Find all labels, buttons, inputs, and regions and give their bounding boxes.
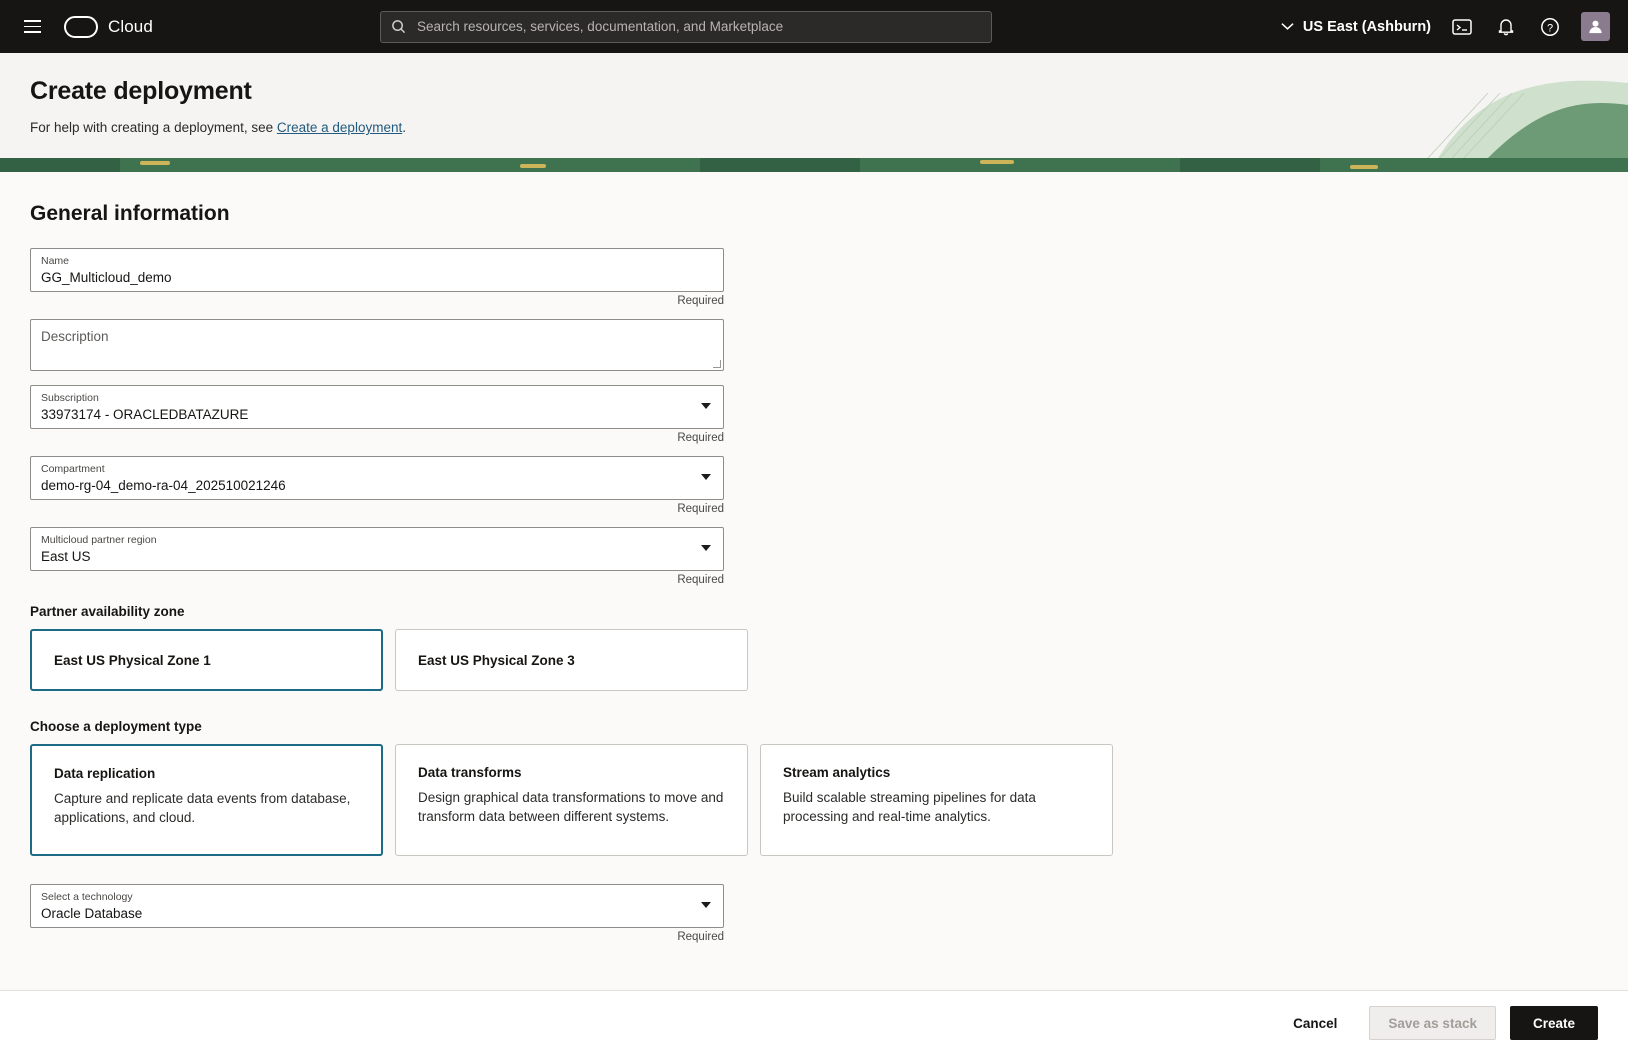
name-field[interactable] bbox=[30, 248, 724, 292]
deployment-type-description: Build scalable streaming pipelines for data processing and real-time analytics. bbox=[783, 790, 1036, 824]
resize-handle-icon[interactable] bbox=[713, 360, 721, 368]
deployment-type-title: Data transforms bbox=[418, 765, 522, 780]
zone-option-east-us-physical-zone-3[interactable] bbox=[395, 629, 748, 691]
global-search[interactable] bbox=[380, 11, 992, 43]
compartment-value: demo-rg-04_demo-ra-04_202510021246 bbox=[41, 478, 286, 493]
description-placeholder: Description bbox=[41, 329, 109, 344]
technology-required-text: Required bbox=[677, 931, 724, 943]
profile-avatar[interactable] bbox=[1581, 12, 1610, 41]
deployment-type-options bbox=[30, 744, 1598, 856]
zone-option-label: East US Physical Zone 1 bbox=[54, 652, 211, 668]
save-as-stack-button[interactable]: Save as stack bbox=[1369, 1006, 1496, 1040]
chevron-down-icon[interactable] bbox=[701, 902, 711, 908]
brand-label: Cloud bbox=[108, 16, 153, 36]
page-title: Create deployment bbox=[30, 77, 252, 105]
page-help-text bbox=[30, 120, 1598, 135]
technology-select[interactable] bbox=[30, 884, 724, 928]
zone-option-label: East US Physical Zone 3 bbox=[418, 652, 575, 668]
multicloud-region-required-text: Required bbox=[677, 574, 724, 586]
chevron-down-icon[interactable] bbox=[701, 474, 711, 480]
cancel-button[interactable]: Cancel bbox=[1275, 1006, 1355, 1040]
deployment-type-description: Design graphical data transformations to move and transform data between different systems. bbox=[418, 790, 724, 824]
subscription-required-text: Required bbox=[677, 432, 724, 444]
description-field[interactable] bbox=[30, 319, 724, 371]
search-icon bbox=[391, 19, 406, 34]
deployment-type-title: Data replication bbox=[54, 766, 156, 781]
banner-strip bbox=[0, 158, 1628, 172]
name-required-text: Required bbox=[677, 295, 724, 307]
compartment-required-text: Required bbox=[677, 503, 724, 515]
create-button[interactable]: Create bbox=[1510, 1006, 1598, 1040]
brand[interactable] bbox=[64, 16, 153, 38]
notifications-icon[interactable] bbox=[1493, 14, 1519, 40]
deployment-type-title: Stream analytics bbox=[783, 765, 891, 780]
technology-value: Oracle Database bbox=[41, 906, 143, 921]
svg-text:?: ? bbox=[1546, 22, 1554, 34]
multicloud-partner-region-select[interactable] bbox=[30, 527, 724, 571]
general-information-title: General information bbox=[30, 202, 230, 225]
top-navigation-bar bbox=[0, 0, 1628, 53]
technology-label: Select a technology bbox=[41, 891, 133, 903]
help-icon[interactable] bbox=[1537, 14, 1563, 40]
partner-availability-zone-options bbox=[30, 629, 1598, 691]
help-prefix: For help with creating a deployment, see bbox=[30, 120, 277, 135]
search-input[interactable] bbox=[415, 18, 981, 35]
chevron-down-icon bbox=[1281, 22, 1294, 31]
chevron-down-icon[interactable] bbox=[701, 545, 711, 551]
deployment-type-data-replication[interactable] bbox=[30, 744, 383, 856]
compartment-label: Compartment bbox=[41, 463, 105, 475]
zone-option-east-us-physical-zone-1[interactable] bbox=[30, 629, 383, 691]
deployment-type-stream-analytics[interactable] bbox=[760, 744, 1113, 856]
multicloud-region-value: East US bbox=[41, 549, 91, 564]
page-header bbox=[0, 53, 1628, 158]
cloud-shell-icon[interactable] bbox=[1449, 14, 1475, 40]
main-content bbox=[0, 172, 1628, 1017]
region-selector[interactable] bbox=[1281, 19, 1431, 35]
subscription-label: Subscription bbox=[41, 392, 99, 404]
compartment-select[interactable] bbox=[30, 456, 724, 500]
deployment-type-data-transforms[interactable] bbox=[395, 744, 748, 856]
deployment-type-description: Capture and replicate data events from database, applications, and cloud. bbox=[54, 791, 351, 825]
deployment-type-label: Choose a deployment type bbox=[30, 719, 202, 734]
chevron-down-icon[interactable] bbox=[701, 403, 711, 409]
action-footer bbox=[0, 990, 1628, 1055]
help-suffix: . bbox=[402, 120, 406, 135]
subscription-select[interactable] bbox=[30, 385, 724, 429]
partner-availability-zone-label: Partner availability zone bbox=[30, 604, 185, 619]
create-a-deployment-link[interactable]: Create a deployment bbox=[276, 120, 403, 135]
name-value: GG_Multicloud_demo bbox=[41, 270, 172, 285]
hamburger-menu-icon[interactable] bbox=[16, 11, 48, 43]
multicloud-region-label: Multicloud partner region bbox=[41, 534, 157, 546]
subscription-value: 33973174 - ORACLEDBATAZURE bbox=[41, 407, 249, 422]
name-label: Name bbox=[41, 255, 70, 267]
region-label: US East (Ashburn) bbox=[1302, 18, 1431, 35]
cloud-logo-icon bbox=[64, 16, 98, 38]
